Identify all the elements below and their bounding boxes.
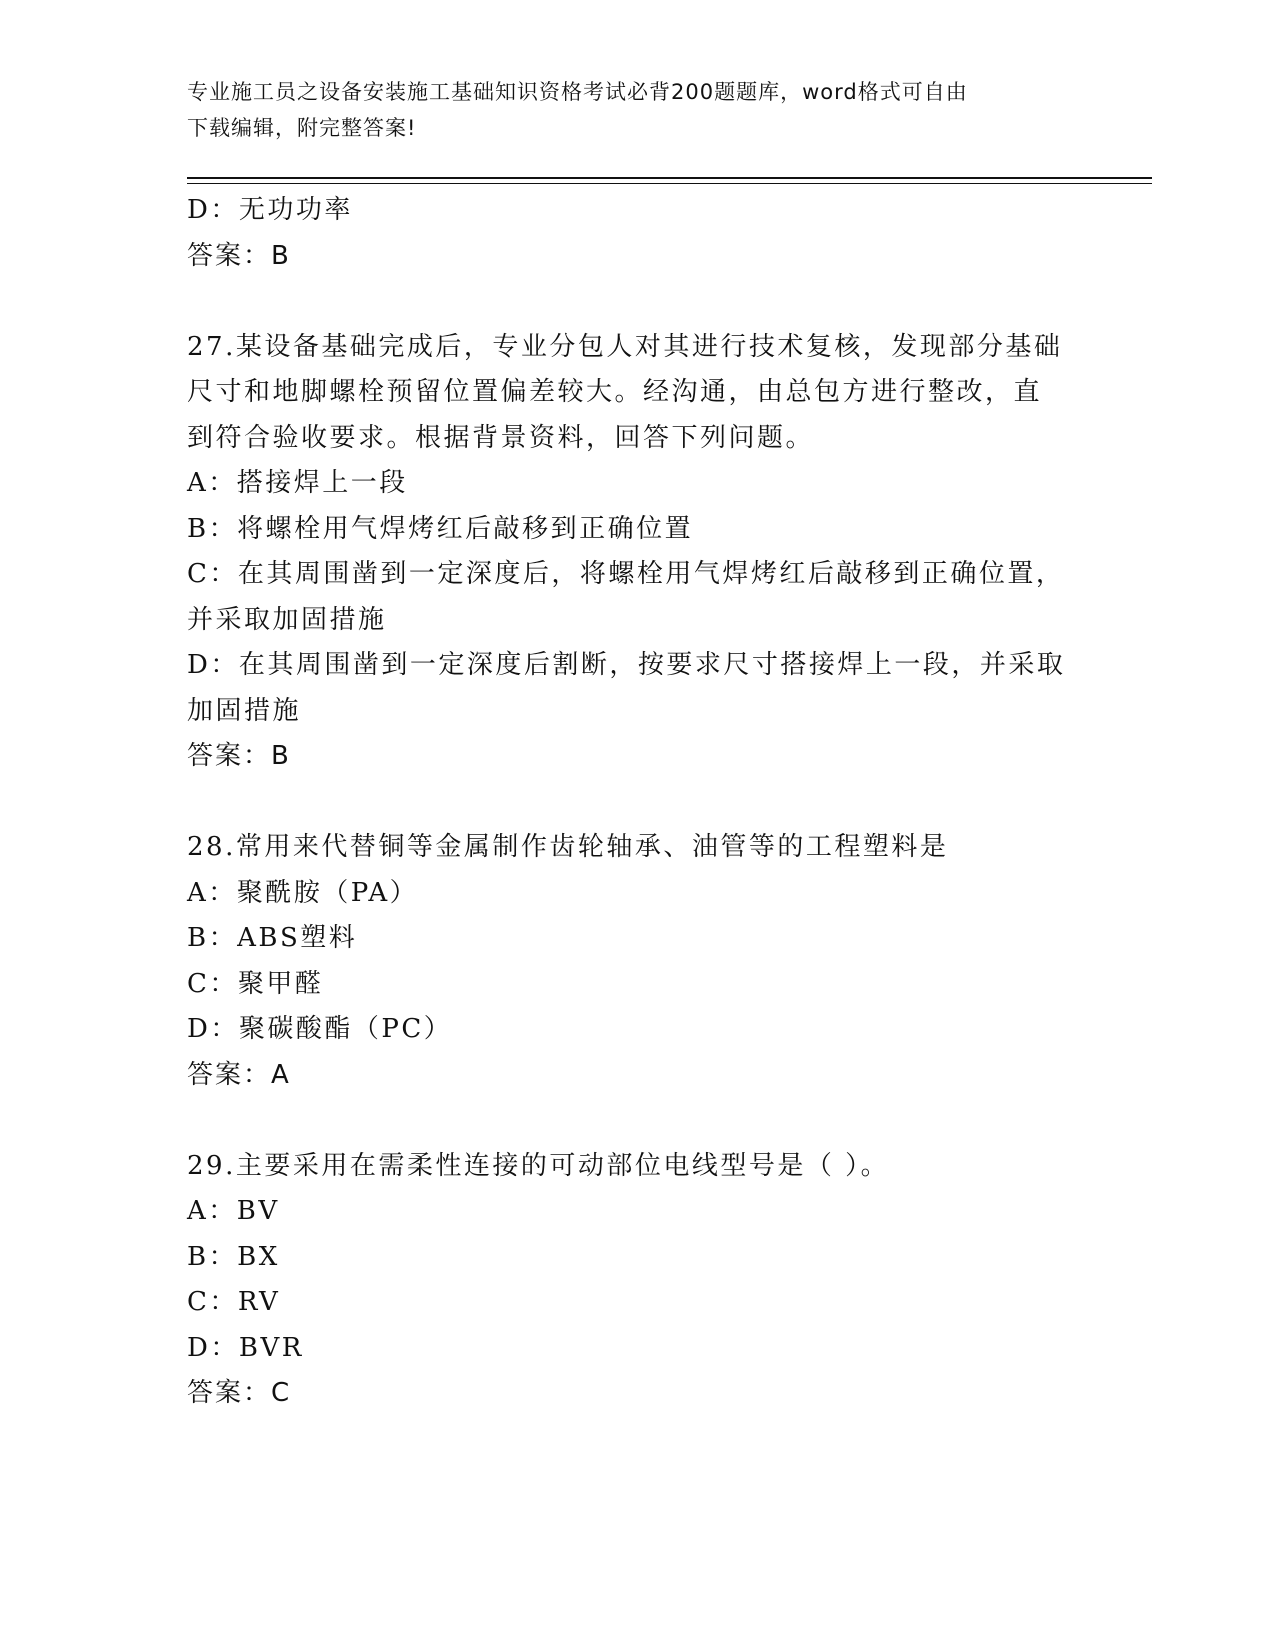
option-d: D：无功功率 — [187, 195, 353, 225]
document-header — [187, 74, 1067, 146]
header-line-2: 下载编辑，附完整答案! — [187, 116, 417, 140]
spacer — [187, 1098, 1087, 1144]
option-d: D：BVR — [187, 1332, 304, 1363]
previous-question-tail — [187, 188, 1087, 279]
question-27 — [187, 325, 1087, 780]
spacer — [187, 279, 1087, 325]
option-b: B：BX — [187, 1241, 280, 1272]
header-rule-bottom — [187, 183, 1152, 184]
question-29 — [187, 1144, 1087, 1417]
question-list — [187, 188, 1087, 1417]
answer: 答案：B — [187, 240, 291, 271]
spacer — [187, 780, 1087, 826]
option-c-continued: 并采取加固措施 — [187, 604, 387, 635]
question-stem-line: 到符合验收要求。根据背景资料，回答下列问题。 — [187, 422, 815, 453]
option-d-continued: 加固措施 — [187, 695, 302, 726]
option-d: D：聚碳酸酯（PC） — [187, 1014, 453, 1044]
option-b: B：将螺栓用气焊烤红后敲移到正确位置 — [187, 513, 694, 544]
answer: 答案：C — [187, 1378, 292, 1408]
question-28 — [187, 825, 1087, 1098]
option-c: C：RV — [187, 1287, 281, 1317]
option-a: A：聚酰胺（PA） — [187, 877, 419, 908]
option-c: C：聚甲醛 — [187, 968, 324, 999]
question-stem-line: 尺寸和地脚螺栓预留位置偏差较大。经沟通，由总包方进行整改，直 — [187, 377, 1043, 407]
answer: 答案：A — [187, 1059, 291, 1090]
option-a: A：搭接焊上一段 — [187, 468, 408, 498]
option-a: A：BV — [187, 1196, 280, 1226]
header-rule-top — [187, 177, 1152, 179]
option-b: B：ABS塑料 — [187, 923, 358, 953]
question-stem: 28.常用来代替铜等金属制作齿轮轴承、油管等的工程塑料是 — [187, 832, 949, 862]
header-line-1: 专业施工员之设备安装施工基础知识资格考试必背200题题库，word格式可自由 — [187, 80, 968, 104]
question-stem: 29.主要采用在需柔性连接的可动部位电线型号是（ ）。 — [187, 1150, 890, 1181]
option-c: C：在其周围凿到一定深度后，将螺栓用气焊烤红后敲移到正确位置， — [187, 559, 1065, 589]
question-stem-line: 27.某设备基础完成后，专业分包人对其进行技术复核，发现部分基础 — [187, 331, 1063, 362]
answer: 答案：B — [187, 741, 291, 771]
option-d: D：在其周围凿到一定深度后割断，按要求尺寸搭接焊上一段，并采取 — [187, 650, 1066, 680]
